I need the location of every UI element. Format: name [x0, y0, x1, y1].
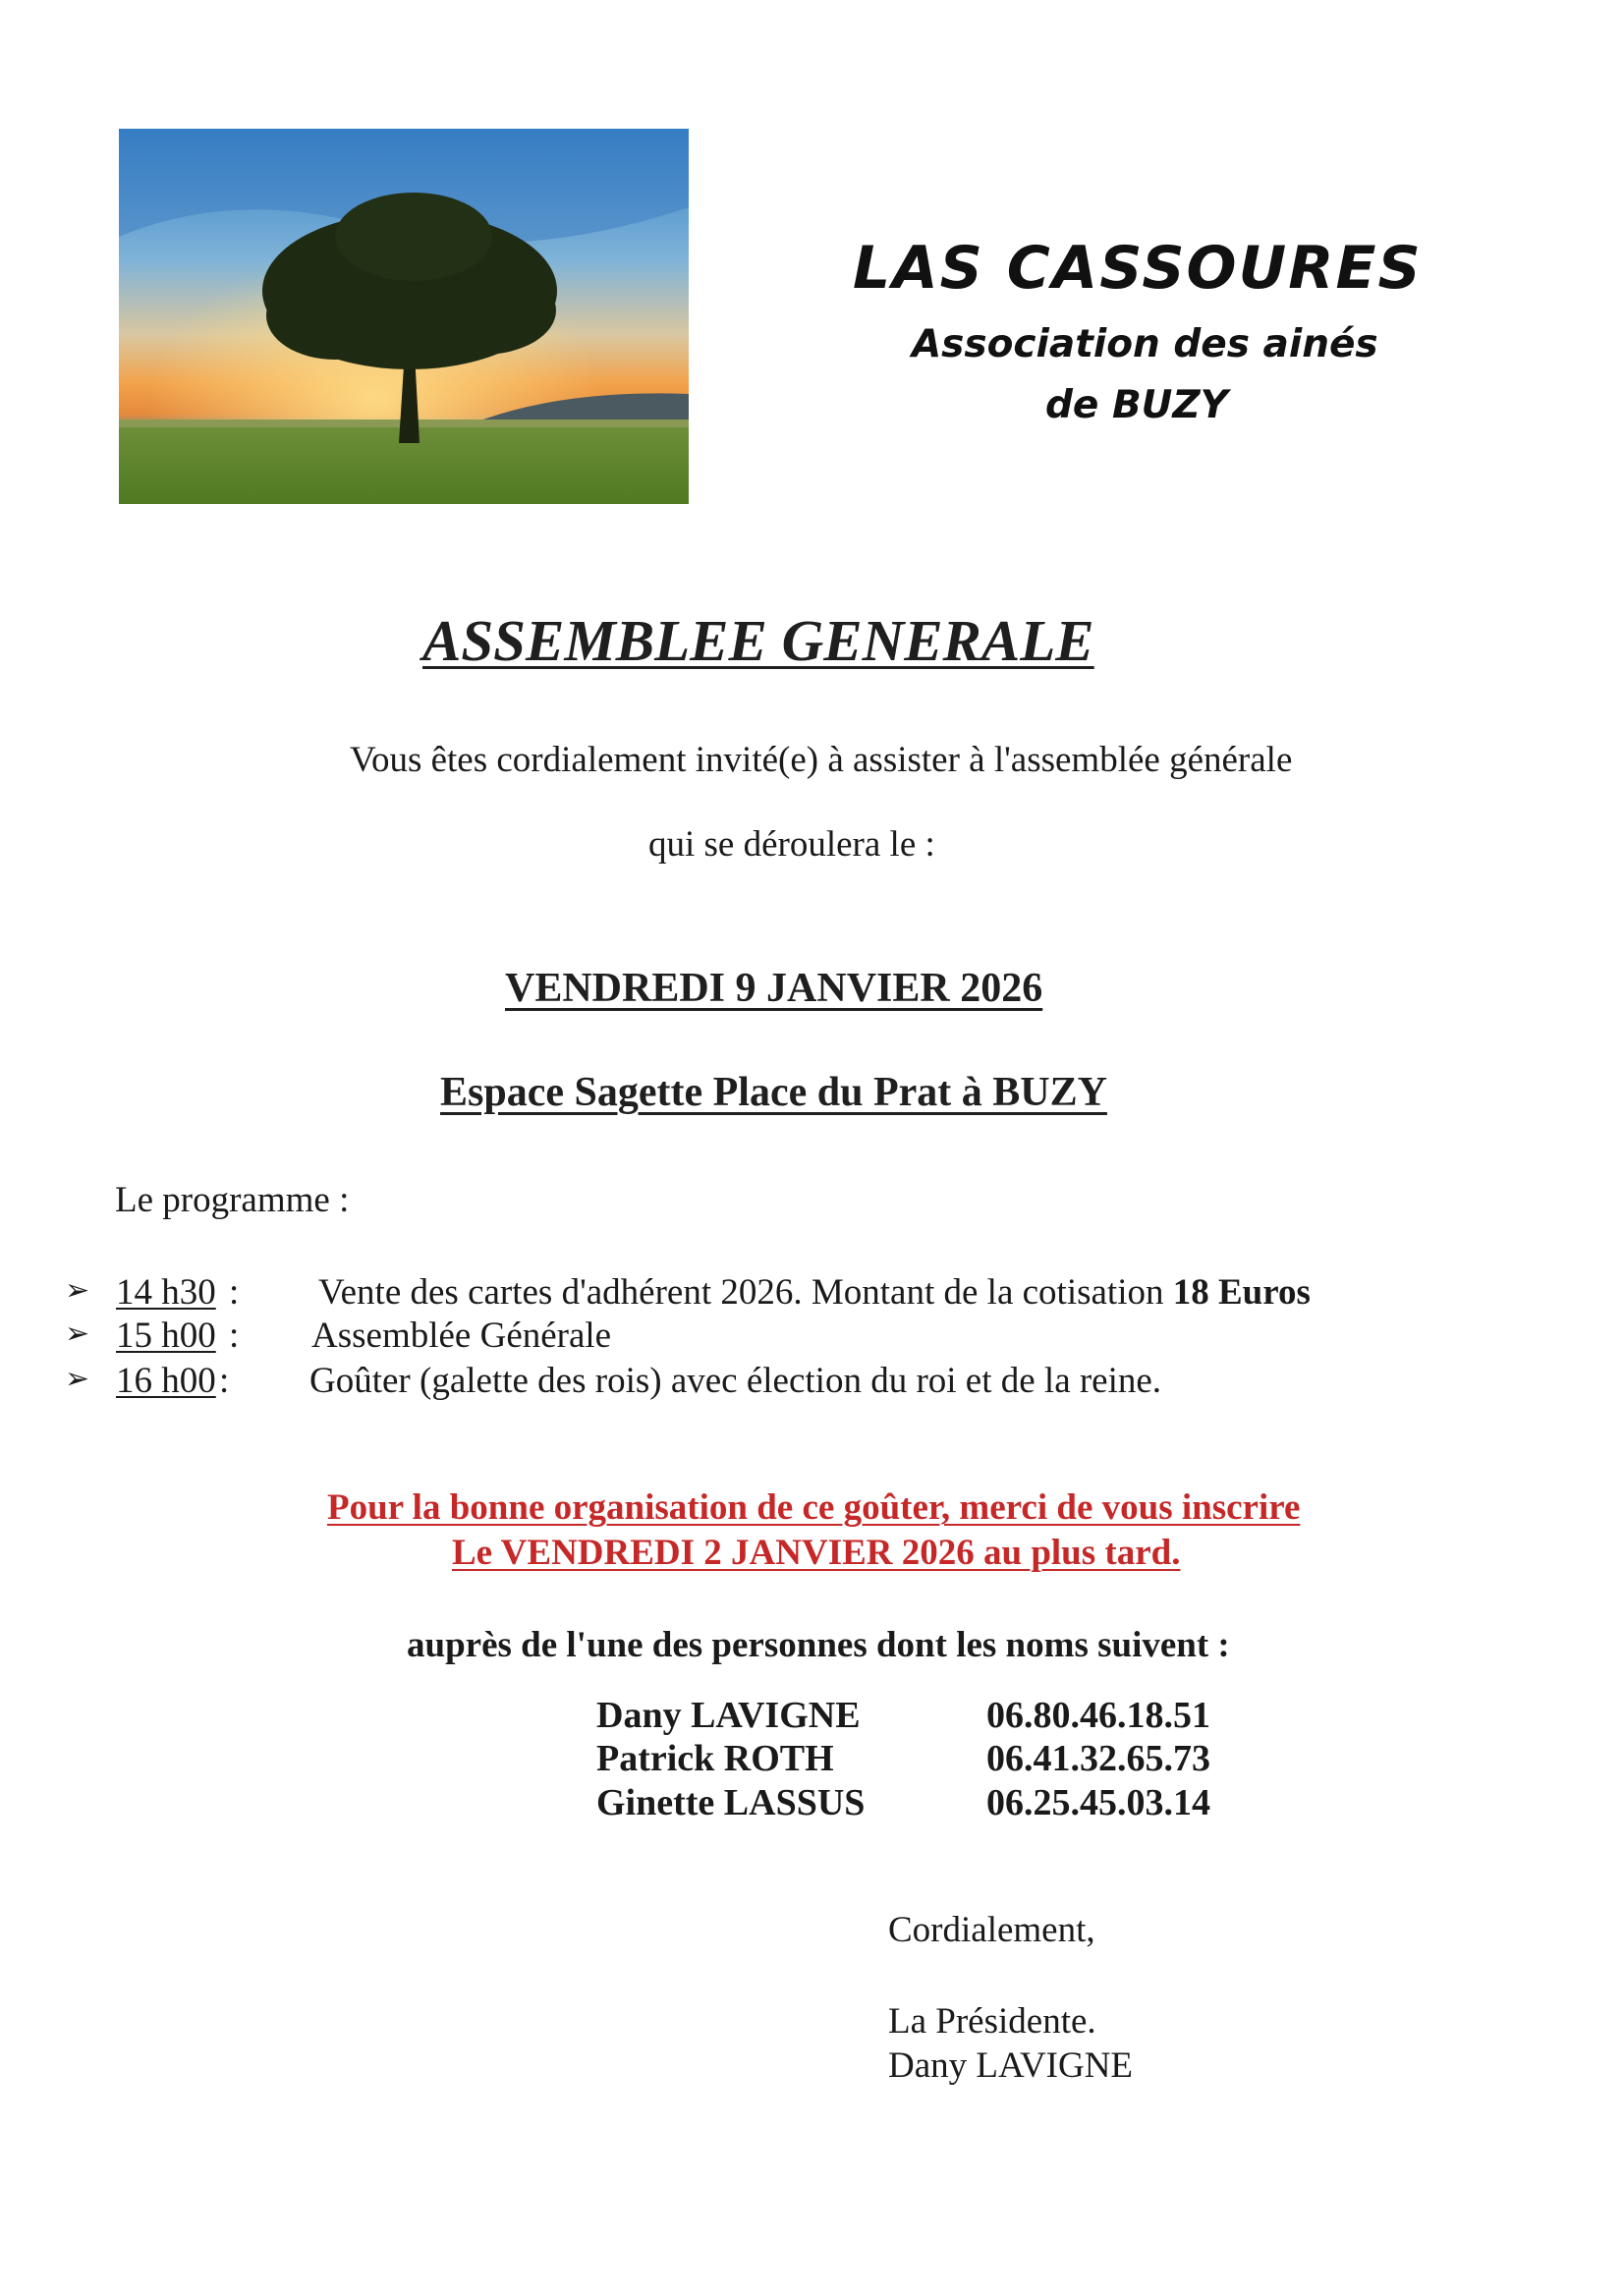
organization-location: de BUZY — [1045, 383, 1228, 427]
programme-separator: : — [219, 1361, 230, 1401]
document-title: ASSEMBLEE GENERALE — [422, 608, 1094, 673]
contact-phone: 06.80.46.18.51 — [986, 1695, 1210, 1736]
contact-name: Dany LAVIGNE — [596, 1695, 861, 1736]
contact-name: Ginette LASSUS — [596, 1782, 866, 1823]
programme-description: Vente des cartes d'adhérent 2026. Montant de la cotisation 18 Euros — [318, 1272, 1311, 1313]
membership-fee: 18 Euros — [1172, 1272, 1311, 1313]
invitation-line-2: qui se déroulera le : — [648, 824, 935, 865]
arrow-bullet-icon: ➢ — [65, 1363, 90, 1395]
programme-time: 16 h00 — [116, 1361, 216, 1401]
programme-description: Assemblée Générale — [311, 1316, 612, 1356]
programme-separator: : — [229, 1316, 240, 1356]
registration-notice-line-2: Le VENDREDI 2 JANVIER 2026 au plus tard. — [452, 1533, 1181, 1573]
programme-separator: : — [229, 1272, 240, 1313]
tree-at-sunset-photo — [119, 129, 689, 504]
invitation-line-1: Vous êtes cordialement invité(e) à assister à l'assemblée générale — [350, 740, 1293, 780]
event-date: VENDREDI 9 JANVIER 2026 — [505, 966, 1043, 1011]
organization-name: LAS CASSOURES — [853, 234, 1423, 303]
programme-label: Le programme : — [115, 1180, 350, 1220]
arrow-bullet-icon: ➢ — [65, 1274, 90, 1307]
registration-notice-line-1: Pour la bonne organisation de ce goûter, merci de vous inscrire — [327, 1487, 1301, 1528]
organization-subtitle: Association des ainés — [912, 322, 1378, 366]
contacts-intro: auprès de l'une des personnes dont les noms suivent : — [407, 1625, 1230, 1665]
contact-phone: 06.41.32.65.73 — [986, 1738, 1210, 1779]
programme-time: 15 h00 — [116, 1316, 216, 1356]
programme-time: 14 h30 — [116, 1272, 216, 1313]
arrow-bullet-icon: ➢ — [65, 1317, 90, 1350]
event-place: Espace Sagette Place du Prat à BUZY — [440, 1070, 1107, 1115]
signatory-title: La Présidente. — [888, 2001, 1096, 2042]
contact-phone: 06.25.45.03.14 — [986, 1782, 1210, 1823]
signatory-name: Dany LAVIGNE — [888, 2045, 1134, 2086]
programme-description: Goûter (galette des rois) avec élection du roi et de la reine. — [309, 1361, 1162, 1401]
contact-name: Patrick ROTH — [596, 1738, 834, 1779]
closing-salutation: Cordialement, — [888, 1910, 1095, 1950]
